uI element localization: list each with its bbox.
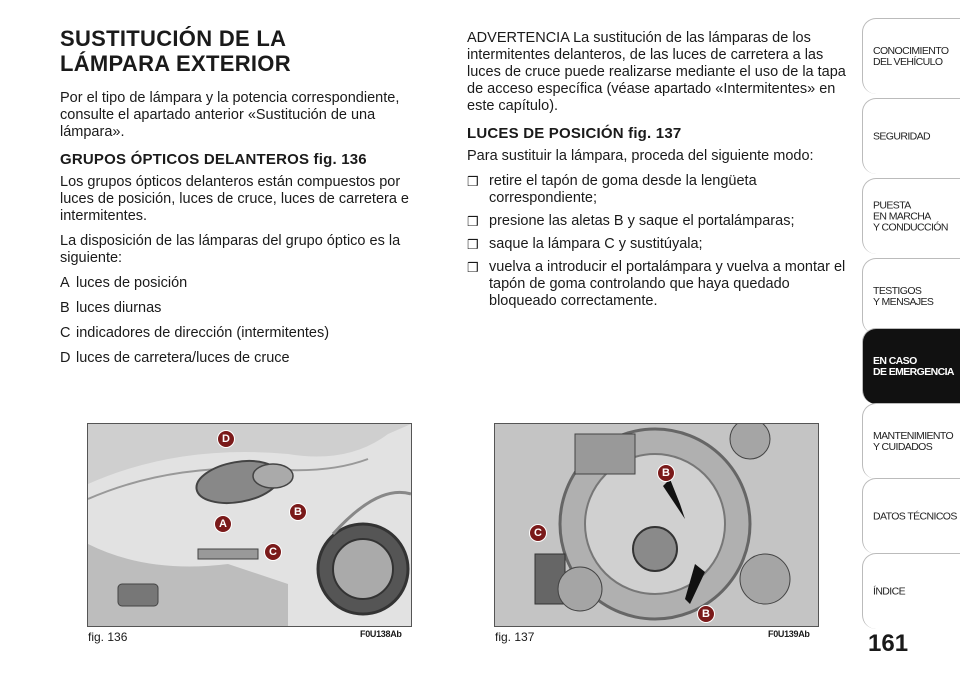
figure-code: F0U138Ab	[360, 629, 402, 639]
callout-label: D	[217, 430, 235, 448]
checkbox-icon: ❒	[467, 260, 479, 275]
car-front-illustration	[88, 424, 411, 626]
lamp-item: C indicadores de dirección (intermitentes)	[60, 325, 330, 341]
warning-paragraph: ADVERTENCIA La sustitución de las lámparas de los intermitentes delanteros, de las luces de carretera a las luces de cruce puede realizarse mediante el uso de la tapa de acceso específica (véase apartado «Intermitentes» en este capítulo).	[467, 30, 846, 114]
figure-caption: fig. 137	[495, 630, 535, 644]
lamp-item: A luces de posición	[60, 275, 188, 291]
figure-caption: fig. 136	[88, 630, 128, 644]
chapter-sidebar	[862, 18, 960, 618]
step-item: ❒ vuelva a introducir el portalámpara y vuelva a montar el tapón de goma controlando que haya quedado bloqueado correctamente.	[467, 259, 846, 309]
tab-datos-tecnicos[interactable]: DATOS TÉCNICOS	[862, 478, 960, 554]
lamp-item: D luces de carretera/luces de cruce	[60, 350, 290, 366]
left-column	[60, 26, 430, 375]
section-heading-position-lights: LUCES DE POSICIÓN fig. 137	[467, 125, 682, 142]
layout-paragraph: La disposición de las lámparas del grupo óptico es la siguiente:	[60, 233, 401, 266]
procedure-intro: Para sustituir la lámpara, proceda del siguiente modo:	[467, 148, 814, 164]
checkbox-icon: ❒	[467, 174, 479, 189]
section-heading-groups: GRUPOS ÓPTICOS DELANTEROS fig. 136	[60, 151, 367, 168]
tab-testigos[interactable]: TESTIGOS Y MENSAJES	[862, 258, 960, 334]
step-item: ❒ presione las aletas B y saque el portalámparas;	[467, 213, 795, 229]
figure-code: F0U139Ab	[768, 629, 810, 639]
tab-puesta-en-marcha[interactable]: PUESTA EN MARCHA Y CONDUCCIÓN	[862, 178, 960, 254]
callout-label: A	[214, 515, 232, 533]
page-number: 161	[868, 630, 909, 657]
callout-label: B	[657, 464, 675, 482]
figure-137-lamp-holder-photo	[494, 423, 819, 627]
lamp-item: B luces diurnas	[60, 300, 162, 316]
figure-136-headlight-photo	[87, 423, 412, 627]
callout-label: B	[289, 503, 307, 521]
right-column	[467, 30, 852, 316]
tab-mantenimiento[interactable]: MANTENIMIENTO Y CUIDADOS	[862, 403, 960, 479]
checkbox-icon: ❒	[467, 237, 479, 252]
groups-paragraph: Los grupos ópticos delanteros están compuestos por luces de posición, luces de cruce, luces de carretera e intermitentes.	[60, 174, 409, 224]
tab-en-caso-de-emergencia[interactable]: EN CASO DE EMERGENCIA	[862, 328, 960, 404]
callout-label: B	[697, 605, 715, 623]
tab-indice[interactable]: ÍNDICE	[862, 553, 960, 629]
step-item: ❒ saque la lámpara C y sustitúyala;	[467, 236, 703, 252]
callout-label: C	[264, 543, 282, 561]
callout-label: C	[529, 524, 547, 542]
step-list	[467, 173, 852, 310]
lamp-list	[60, 275, 430, 367]
step-item: ❒ retire el tapón de goma desde la lengüeta correspondiente;	[467, 173, 757, 206]
tab-seguridad[interactable]: SEGURIDAD	[862, 98, 960, 174]
checkbox-icon: ❒	[467, 214, 479, 229]
intro-paragraph: Por el tipo de lámpara y la potencia correspondiente, consulte el apartado anterior «Sustitución de una lámpara».	[60, 90, 400, 140]
tab-conocimiento[interactable]: CONOCIMIENTO DEL VEHÍCULO	[862, 18, 960, 94]
page-title: SUSTITUCIÓN DE LA LÁMPARA EXTERIOR	[60, 26, 291, 76]
